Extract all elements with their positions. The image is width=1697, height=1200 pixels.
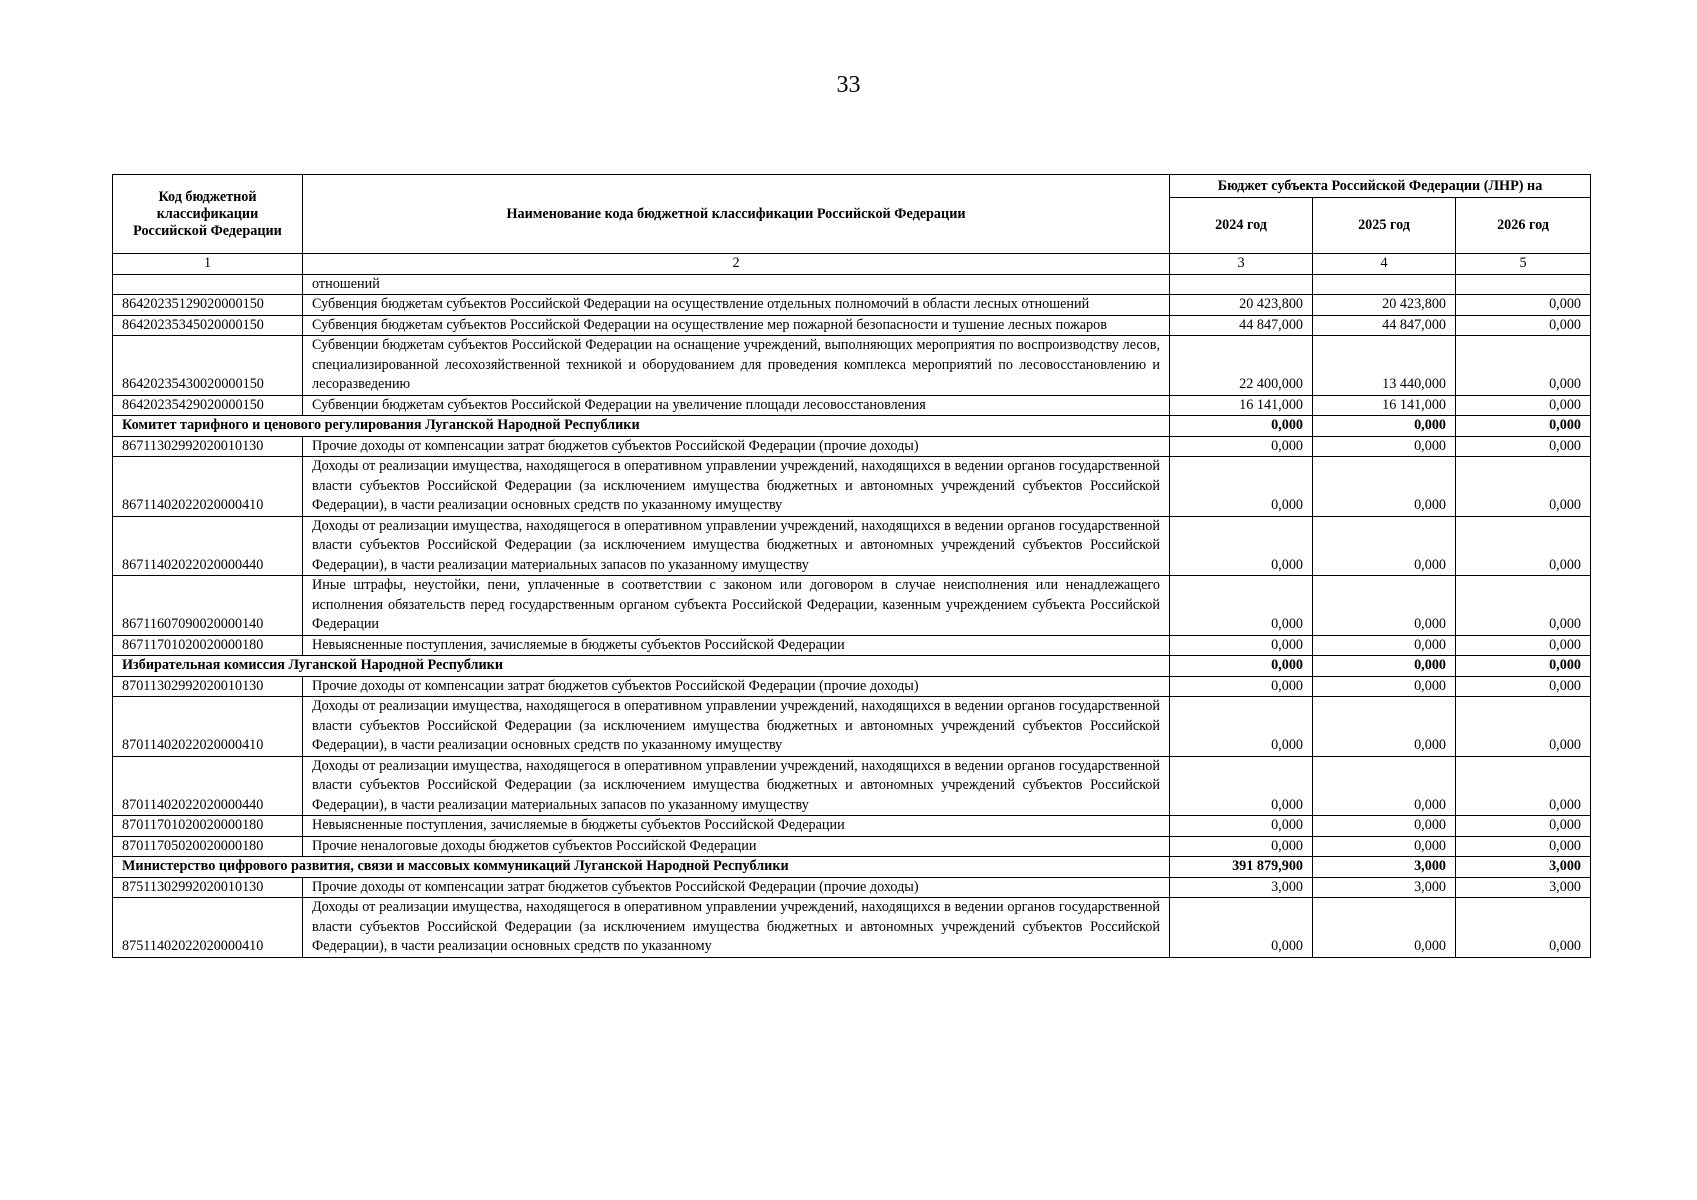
budget-code: 86711607090020000140 <box>113 576 303 636</box>
col-number-3: 3 <box>1170 254 1313 275</box>
amount-2026: 0,000 <box>1456 898 1591 958</box>
amount-2026: 0,000 <box>1456 436 1591 457</box>
amount-2026: 3,000 <box>1456 857 1591 878</box>
budget-code: 86420235129020000150 <box>113 295 303 316</box>
amount-2026: 0,000 <box>1456 457 1591 517</box>
budget-code: 86711402022020000410 <box>113 457 303 517</box>
code-description: Доходы от реализации имущества, находящегося в оперативном управлении учреждений, находящихся в ведении органов государственной власти субъектов Российской Федерации (за исключением имущества бюджетных и автономных учреждений субъектов Российской Федерации), в части реализации материальных запасов по указанному имуществу <box>303 516 1170 576</box>
code-description: Прочие доходы от компенсации затрат бюджетов субъектов Российской Федерации (прочие доходы) <box>303 877 1170 898</box>
budget-code: 86711402022020000440 <box>113 516 303 576</box>
amount-2026: 0,000 <box>1456 576 1591 636</box>
table-row <box>113 436 1591 457</box>
code-description: Субвенции бюджетам субъектов Российской Федерации на увеличение площади лесовосстановления <box>303 395 1170 416</box>
amount-2024: 0,000 <box>1170 436 1313 457</box>
table-row <box>113 697 1591 757</box>
amount-2024: 22 400,000 <box>1170 336 1313 396</box>
budget-code: 86420235430020000150 <box>113 336 303 396</box>
budget-code: 87011402022020000410 <box>113 697 303 757</box>
amount-2025: 0,000 <box>1313 656 1456 677</box>
budget-code: 87011302992020010130 <box>113 676 303 697</box>
code-description: Доходы от реализации имущества, находящегося в оперативном управлении учреждений, находящихся в ведении органов государственной власти субъектов Российской Федерации (за исключением имущества бюджетных и автономных учреждений субъектов Российской Федерации), в части реализации основных средств по указанному <box>303 898 1170 958</box>
amount-2025: 0,000 <box>1313 516 1456 576</box>
amount-2026: 0,000 <box>1456 697 1591 757</box>
amount-2025: 44 847,000 <box>1313 315 1456 336</box>
amount-2026: 0,000 <box>1456 656 1591 677</box>
header-year-2025: 2025 год <box>1313 198 1456 254</box>
code-description: отношений <box>303 274 1170 295</box>
budget-code: 86420235345020000150 <box>113 315 303 336</box>
code-description: Иные штрафы, неустойки, пени, уплаченные в соответствии с законом или договором в случае неисполнения или ненадлежащего исполнения обязательств перед государственным органом субъекта Российской Федерации, казенным учреждением субъекта Российской Федерации <box>303 576 1170 636</box>
amount-2025: 0,000 <box>1313 635 1456 656</box>
code-description: Прочие неналоговые доходы бюджетов субъектов Российской Федерации <box>303 836 1170 857</box>
code-description: Прочие доходы от компенсации затрат бюджетов субъектов Российской Федерации (прочие доходы) <box>303 676 1170 697</box>
amount-2026: 0,000 <box>1456 416 1591 437</box>
amount-2025: 0,000 <box>1313 697 1456 757</box>
col-number-4: 4 <box>1313 254 1456 275</box>
amount-2024 <box>1170 274 1313 295</box>
amount-2026: 0,000 <box>1456 836 1591 857</box>
table-row <box>113 676 1591 697</box>
header-budget: Бюджет субъекта Российской Федерации (ЛНР) на <box>1170 175 1591 198</box>
table-row <box>113 274 1591 295</box>
table-row <box>113 836 1591 857</box>
budget-code: 86711701020020000180 <box>113 635 303 656</box>
amount-2026: 0,000 <box>1456 816 1591 837</box>
amount-2024: 0,000 <box>1170 697 1313 757</box>
code-description: Невыясненные поступления, зачисляемые в бюджеты субъектов Российской Федерации <box>303 816 1170 837</box>
code-description: Доходы от реализации имущества, находящегося в оперативном управлении учреждений, находящихся в ведении органов государственной власти субъектов Российской Федерации (за исключением имущества бюджетных и автономных учреждений субъектов Российской Федерации), в части реализации основных средств по указанному имуществу <box>303 457 1170 517</box>
amount-2025: 20 423,800 <box>1313 295 1456 316</box>
amount-2025: 16 141,000 <box>1313 395 1456 416</box>
amount-2025: 3,000 <box>1313 877 1456 898</box>
header-code: Код бюджетной классификации Российской Федерации <box>113 175 303 254</box>
col-number-2: 2 <box>303 254 1170 275</box>
code-description: Субвенция бюджетам субъектов Российской Федерации на осуществление мер пожарной безопасности и тушение лесных пожаров <box>303 315 1170 336</box>
amount-2025: 0,000 <box>1313 816 1456 837</box>
budget-code: 87011705020020000180 <box>113 836 303 857</box>
amount-2025: 0,000 <box>1313 898 1456 958</box>
code-description: Субвенция бюджетам субъектов Российской Федерации на осуществление отдельных полномочий в области лесных отношений <box>303 295 1170 316</box>
table-row <box>113 576 1591 636</box>
header-name: Наименование кода бюджетной классификации Российской Федерации <box>303 175 1170 254</box>
table-row <box>113 315 1591 336</box>
amount-2025: 0,000 <box>1313 457 1456 517</box>
code-description: Прочие доходы от компенсации затрат бюджетов субъектов Российской Федерации (прочие доходы) <box>303 436 1170 457</box>
table-row <box>113 295 1591 316</box>
amount-2025: 0,000 <box>1313 436 1456 457</box>
amount-2025 <box>1313 274 1456 295</box>
code-description: Доходы от реализации имущества, находящегося в оперативном управлении учреждений, находящихся в ведении органов государственной власти субъектов Российской Федерации (за исключением имущества бюджетных и автономных учреждений субъектов Российской Федерации), в части реализации материальных запасов по указанному имуществу <box>303 756 1170 816</box>
amount-2026: 0,000 <box>1456 315 1591 336</box>
amount-2024: 0,000 <box>1170 898 1313 958</box>
amount-2024: 0,000 <box>1170 676 1313 697</box>
table-row <box>113 395 1591 416</box>
table-row <box>113 877 1591 898</box>
amount-2024: 0,000 <box>1170 756 1313 816</box>
amount-2026 <box>1456 274 1591 295</box>
section-title: Комитет тарифного и ценового регулирования Луганской Народной Республики <box>113 416 1170 437</box>
amount-2025: 0,000 <box>1313 676 1456 697</box>
amount-2026: 0,000 <box>1456 516 1591 576</box>
amount-2024: 0,000 <box>1170 416 1313 437</box>
amount-2026: 0,000 <box>1456 395 1591 416</box>
budget-code: 87511302992020010130 <box>113 877 303 898</box>
table-row <box>113 457 1591 517</box>
col-number-1: 1 <box>113 254 303 275</box>
section-title: Министерство цифрового развития, связи и массовых коммуникаций Луганской Народной Республики <box>113 857 1170 878</box>
header-year-2026: 2026 год <box>1456 198 1591 254</box>
amount-2026: 0,000 <box>1456 336 1591 396</box>
amount-2025: 0,000 <box>1313 576 1456 636</box>
budget-code: 87511402022020000410 <box>113 898 303 958</box>
section-row <box>113 656 1591 677</box>
table-row <box>113 756 1591 816</box>
amount-2025: 13 440,000 <box>1313 336 1456 396</box>
amount-2025: 0,000 <box>1313 756 1456 816</box>
amount-2024: 0,000 <box>1170 656 1313 677</box>
table-row <box>113 516 1591 576</box>
budget-table <box>112 174 1591 958</box>
budget-code: 87011701020020000180 <box>113 816 303 837</box>
amount-2024: 44 847,000 <box>1170 315 1313 336</box>
amount-2024: 0,000 <box>1170 457 1313 517</box>
budget-code: 86711302992020010130 <box>113 436 303 457</box>
amount-2026: 0,000 <box>1456 635 1591 656</box>
amount-2025: 0,000 <box>1313 836 1456 857</box>
amount-2025: 3,000 <box>1313 857 1456 878</box>
amount-2025: 0,000 <box>1313 416 1456 437</box>
table-row <box>113 635 1591 656</box>
table-body <box>113 274 1591 957</box>
amount-2026: 0,000 <box>1456 676 1591 697</box>
col-number-5: 5 <box>1456 254 1591 275</box>
amount-2026: 0,000 <box>1456 295 1591 316</box>
amount-2024: 0,000 <box>1170 635 1313 656</box>
code-description: Невыясненные поступления, зачисляемые в бюджеты субъектов Российской Федерации <box>303 635 1170 656</box>
amount-2026: 0,000 <box>1456 756 1591 816</box>
amount-2024: 20 423,800 <box>1170 295 1313 316</box>
amount-2024: 0,000 <box>1170 576 1313 636</box>
amount-2024: 0,000 <box>1170 836 1313 857</box>
table-row <box>113 816 1591 837</box>
budget-code: 86420235429020000150 <box>113 395 303 416</box>
amount-2024: 391 879,900 <box>1170 857 1313 878</box>
amount-2024: 3,000 <box>1170 877 1313 898</box>
header-year-2024: 2024 год <box>1170 198 1313 254</box>
section-row <box>113 416 1591 437</box>
section-title: Избирательная комиссия Луганской Народной Республики <box>113 656 1170 677</box>
table-row <box>113 336 1591 396</box>
amount-2024: 0,000 <box>1170 516 1313 576</box>
code-description: Субвенции бюджетам субъектов Российской Федерации на оснащение учреждений, выполняющих мероприятия по воспроизводству лесов, специализированной лесохозяйственной техникой и оборудованием для проведения комплекса мероприятий по лесовосстановлению и лесоразведению <box>303 336 1170 396</box>
budget-code: 87011402022020000440 <box>113 756 303 816</box>
amount-2024: 0,000 <box>1170 816 1313 837</box>
page-number: 33 <box>836 72 861 98</box>
code-description: Доходы от реализации имущества, находящегося в оперативном управлении учреждений, находящихся в ведении органов государственной власти субъектов Российской Федерации (за исключением имущества бюджетных и автономных учреждений субъектов Российской Федерации), в части реализации основных средств по указанному имуществу <box>303 697 1170 757</box>
section-row <box>113 857 1591 878</box>
amount-2026: 3,000 <box>1456 877 1591 898</box>
table-row <box>113 898 1591 958</box>
amount-2024: 16 141,000 <box>1170 395 1313 416</box>
budget-code <box>113 274 303 295</box>
